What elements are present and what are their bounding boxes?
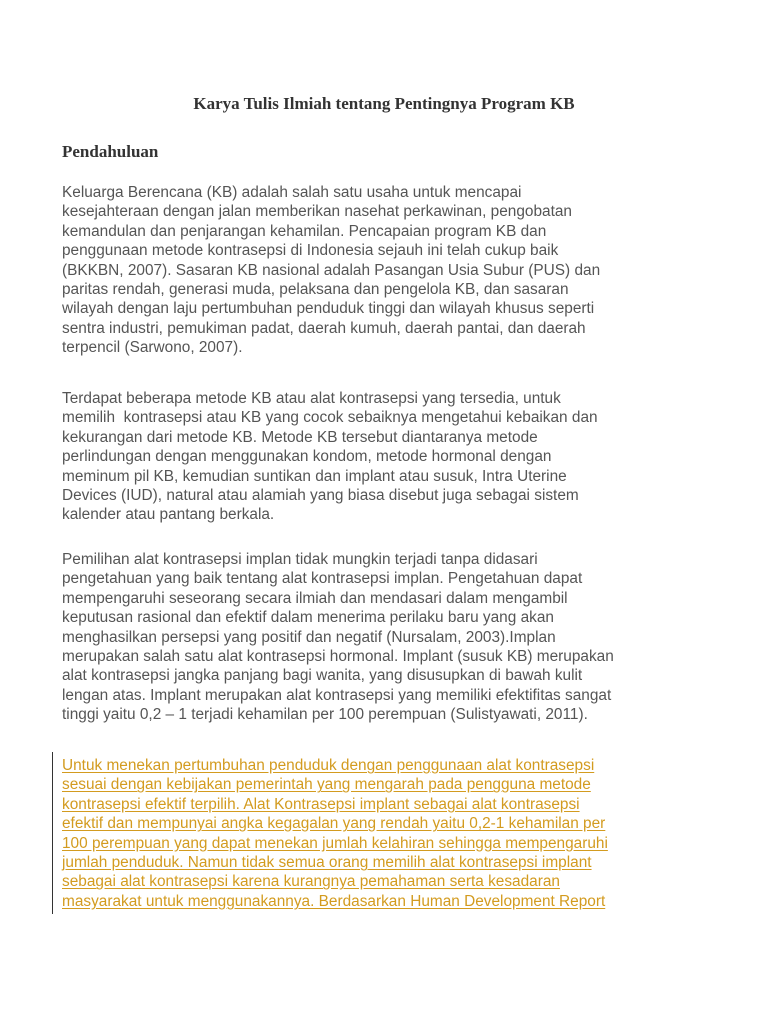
- tracked-change-bar: [52, 752, 53, 914]
- paragraph-4-tracked-insertion: [62, 756, 682, 911]
- paragraph-line: meminum pil KB, kemudian suntikan dan implant atau susuk, Intra Uterine: [62, 467, 567, 485]
- tracked-line: masyarakat untuk menggunakannya. Berdasarkan Human Development Report: [62, 892, 606, 910]
- paragraph-line: paritas rendah, generasi muda, pelaksana dan pengelola KB, dan sasaran: [62, 281, 569, 299]
- paragraph-line: tinggi yaitu 0,2 – 1 terjadi kehamilan per 100 perempuan (Sulistyawati, 2011).: [62, 706, 588, 724]
- paragraph-line: menghasilkan persepsi yang positif dan negatif (Nursalam, 2003).Implan: [62, 628, 556, 646]
- paragraph-line: perlindungan dengan menggunakan kondom, metode hormonal dengan: [62, 448, 552, 466]
- paragraph-line: kalender atau pantang berkala.: [62, 506, 275, 524]
- tracked-line: 100 perempuan yang dapat menekan jumlah kelahiran sehingga mempengaruhi: [62, 834, 608, 852]
- paragraph-line: penggunaan metode kontrasepsi di Indonesia sejauh ini telah cukup baik: [62, 242, 559, 260]
- paragraph-line: alat kontrasepsi jangka panjang bagi wanita, yang disusupkan di bawah kulit: [62, 667, 583, 685]
- paragraph-line: wilayah dengan laju pertumbuhan penduduk tinggi dan wilayah khusus seperti: [62, 300, 595, 318]
- paragraph-line: lengan atas. Implant merupakan alat kontrasepsi yang memiliki efektifitas sangat: [62, 686, 612, 704]
- tracked-line: kontrasepsi efektif terpilih. Alat Kontrasepsi implant sebagai alat kontrasepsi: [62, 795, 580, 813]
- paragraph-line: Devices (IUD), natural atau alamiah yang biasa disebut juga sebagai sistem: [62, 487, 579, 505]
- tracked-line: Untuk menekan pertumbuhan penduduk dengan penggunaan alat kontrasepsi: [62, 757, 595, 774]
- tracked-line: efektif dan mempunyai angka kegagalan yang rendah yaitu 0,2-1 kehamilan per: [62, 815, 606, 833]
- paragraph-line: sentra industri, pemukiman padat, daerah kumuh, daerah pantai, dan daerah: [62, 319, 586, 337]
- paragraph-line: Terdapat beberapa metode KB atau alat kontrasepsi yang tersedia, untuk: [62, 390, 561, 407]
- paragraph-line: Keluarga Berencana (KB) adalah salah satu usaha untuk mencapai: [62, 184, 522, 201]
- paragraph-line: terpencil (Sarwono, 2007).: [62, 339, 243, 357]
- paragraph-line: Pemilihan alat kontrasepsi implan tidak mungkin terjadi tanpa didasari: [62, 551, 538, 568]
- section-heading: Pendahuluan: [62, 142, 159, 161]
- paragraph-line: merupakan salah satu alat kontrasepsi hormonal. Implant (susuk KB) merupakan: [62, 648, 614, 666]
- paragraph-line: pengetahuan yang baik tentang alat kontrasepsi implan. Pengetahuan dapat: [62, 570, 583, 588]
- paragraph-line: memilih kontrasepsi atau KB yang cocok sebaiknya mengetahui kebaikan dan: [62, 409, 598, 427]
- tracked-line: jumlah penduduk. Namun tidak semua orang memilih alat kontrasepsi implant: [62, 854, 592, 872]
- paragraph-1: [62, 183, 682, 358]
- paragraph-line: kesejahteraan dengan jalan memberikan nasehat perkawinan, pengobatan: [62, 203, 572, 221]
- paragraph-line: mempengaruhi seseorang secara ilmiah dan mendasari dalam mengambil: [62, 589, 568, 607]
- paragraph-line: kemandulan dan penjarangan kehamilan. Pencapaian program KB dan: [62, 222, 547, 240]
- document-title: Karya Tulis Ilmiah tentang Pentingnya Program KB: [193, 94, 575, 113]
- paragraph-2: [62, 389, 682, 525]
- paragraph-3: [62, 550, 682, 725]
- paragraph-line: keputusan rasional dan efektif dalam menerima perilaku baru yang akan: [62, 609, 554, 627]
- paragraph-line: (BKKBN, 2007). Sasaran KB nasional adalah Pasangan Usia Subur (PUS) dan: [62, 261, 601, 279]
- tracked-line: sebagai alat kontrasepsi karena kurangnya pemahaman serta kesadaran: [62, 873, 560, 891]
- tracked-line: sesuai dengan kebijakan pemerintah yang mengarah pada pengguna metode: [62, 776, 591, 794]
- paragraph-line: kekurangan dari metode KB. Metode KB tersebut diantaranya metode: [62, 428, 538, 446]
